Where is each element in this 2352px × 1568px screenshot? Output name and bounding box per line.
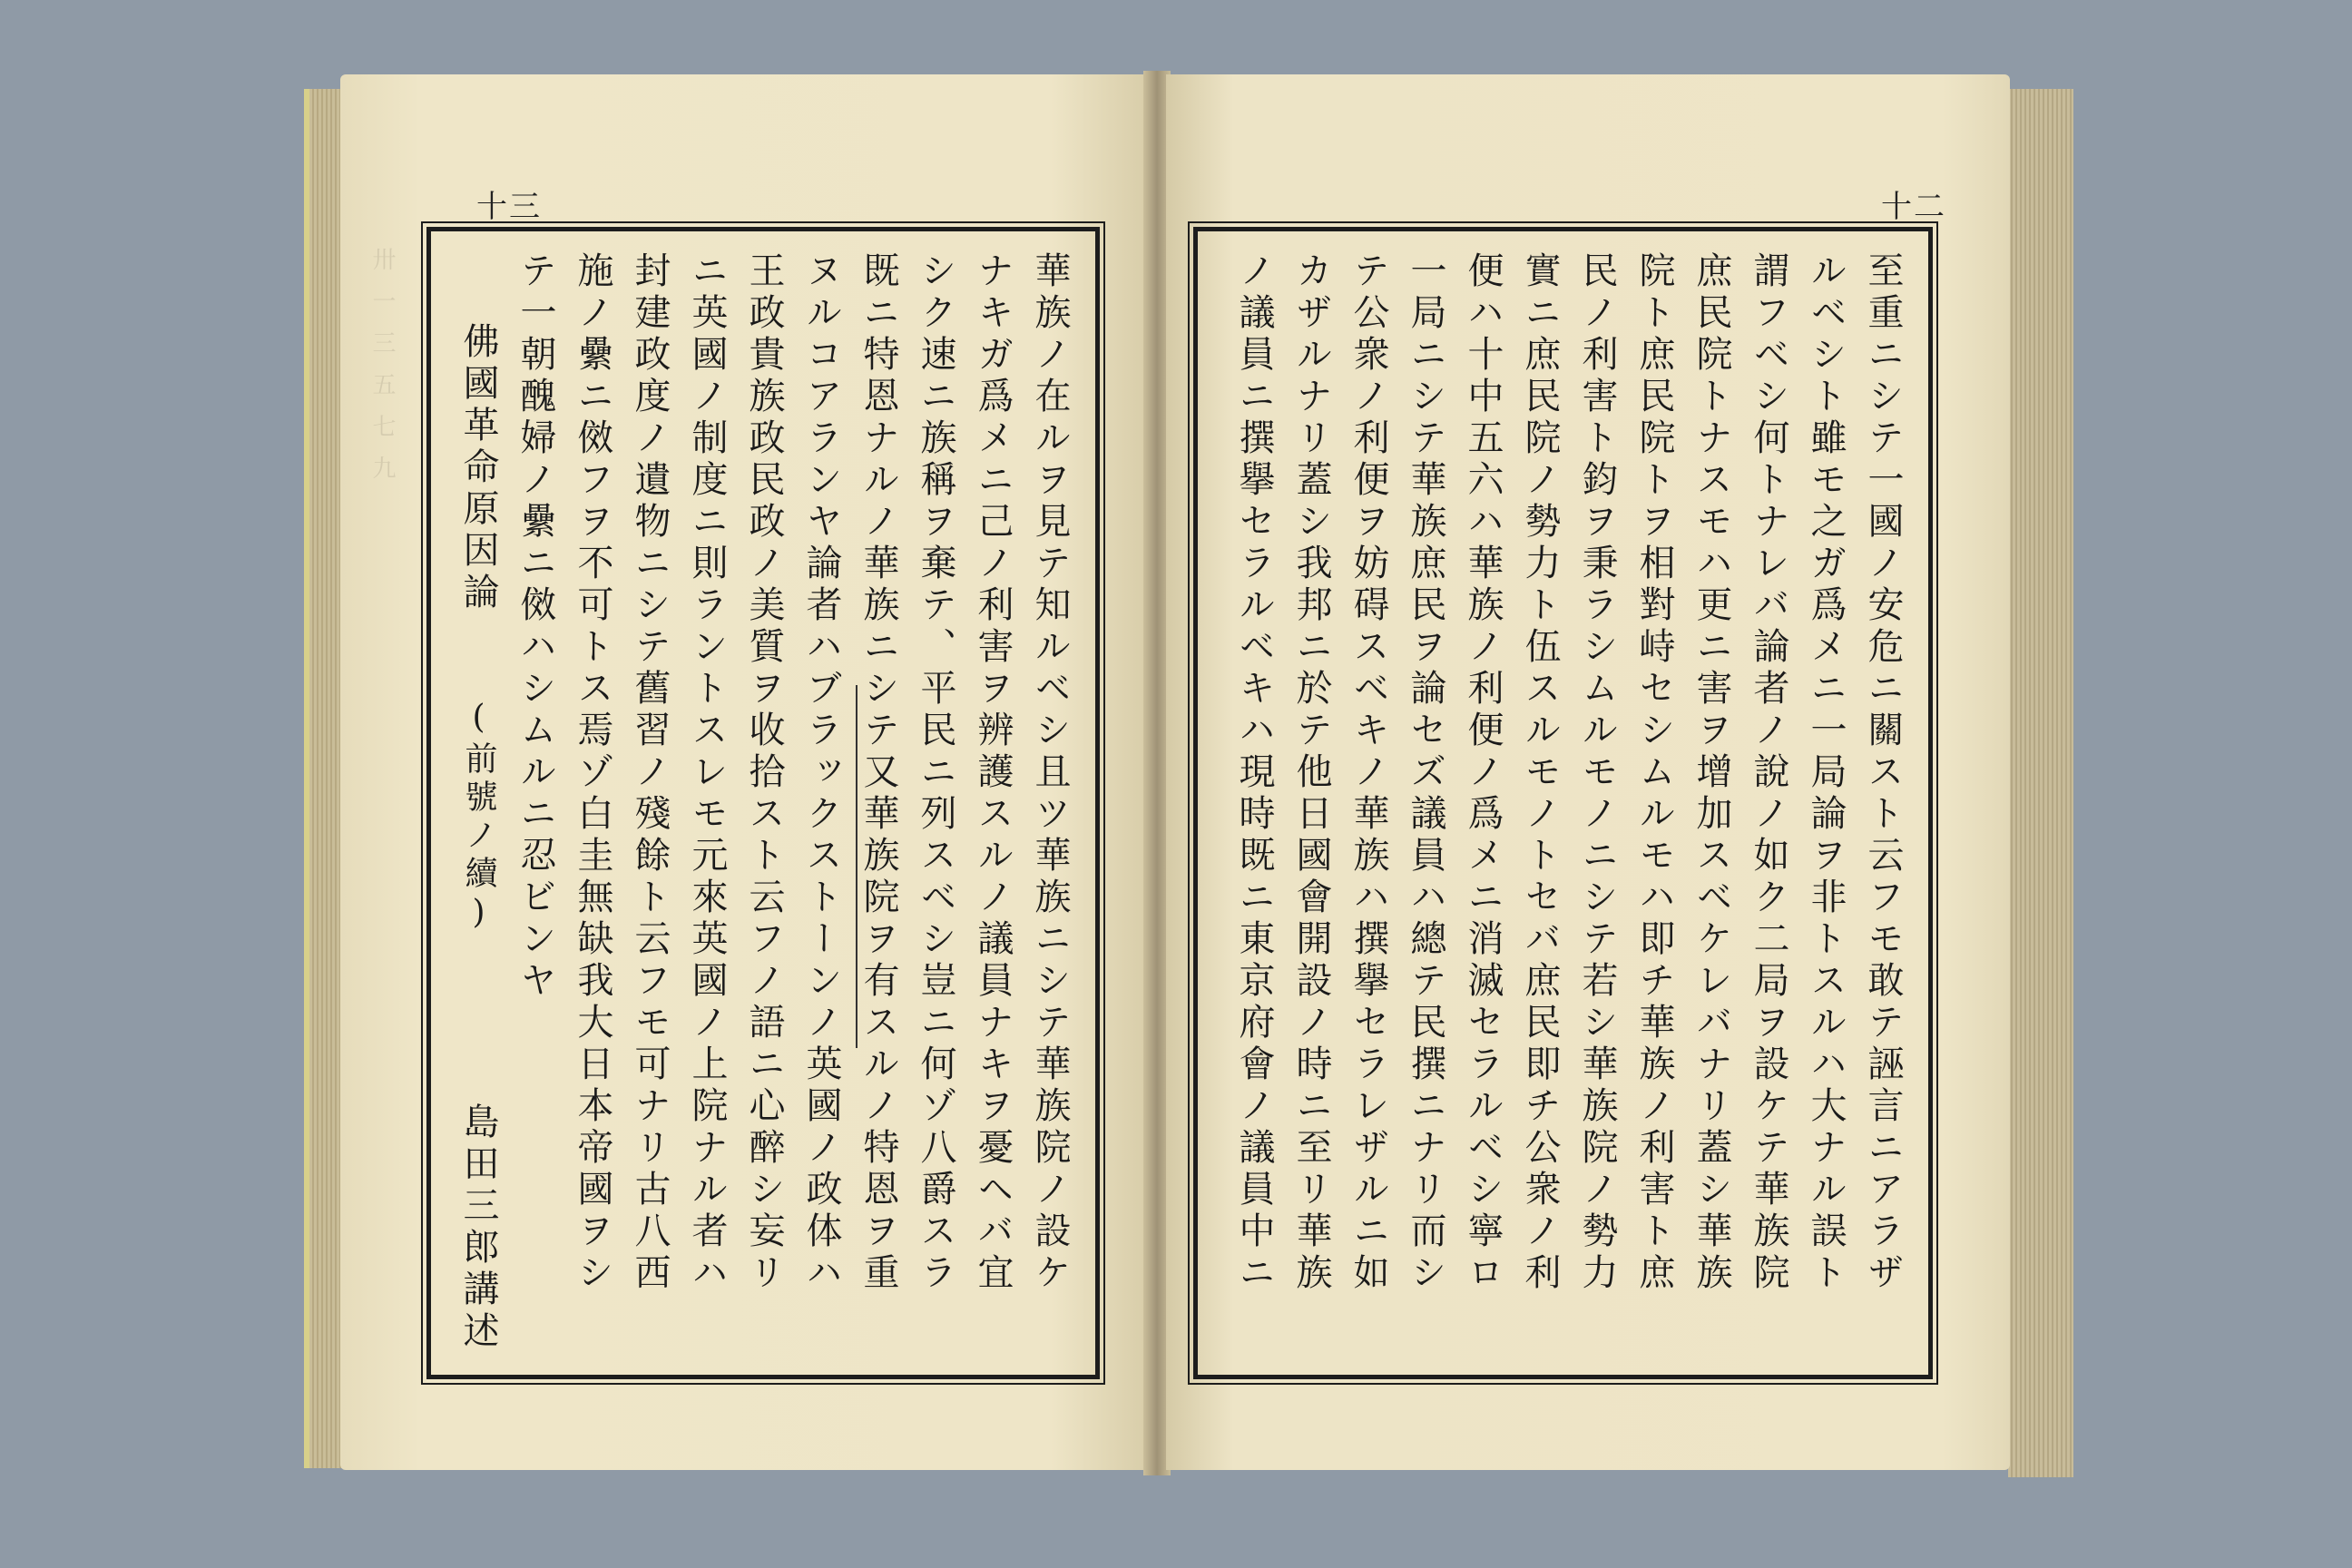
right-col-7: 實ニ庶民院ノ勢力ト伍スルモノトセバ庶民即チ公衆ノ利: [1519, 251, 1561, 1295]
article-author: 島田三郎講述: [457, 1102, 499, 1353]
right-col-4: 庶民院トナスモハ更ニ害ヲ增加スベケレバナリ蓋シ華族: [1690, 251, 1732, 1295]
article-title: 佛國革命原因論: [457, 322, 499, 614]
article-note: (前號ノ續): [460, 699, 497, 936]
right-col-12: ノ議員ニ撰擧セラルベキハ現時既ニ東京府會ノ議員中ニ: [1233, 251, 1275, 1295]
right-col-11: カザルナリ蓋シ我邦ニ於テ他日國會開設ノ時ニ至リ華族: [1290, 251, 1332, 1295]
left-col-4: 既ニ特恩ナルノ華族ニシテ又華族院ヲ有スルノ特恩ヲ重: [858, 251, 899, 1295]
left-col-8: 封建政度ノ遺物ニシテ舊習ノ殘餘ト云フモ可ナリ古八西: [629, 251, 671, 1295]
left-page: [340, 74, 1148, 1470]
right-col-8: 便ハ十中五六ハ華族ノ利便ノ爲メニ消滅セラルベシ寧ロ: [1462, 251, 1504, 1295]
left-col-5: ヌルコアランヤ論者ハブラックストーンノ英國ノ政体ハ: [800, 251, 842, 1295]
right-col-1: 至重ニシテ一國ノ安危ニ關スト云フモ敢テ誣言ニアラザ: [1862, 251, 1904, 1295]
left-col-9: 施ノ纍ニ傚フヲ不可トス焉ゾ白圭無缺我大日本帝國ヲシ: [572, 251, 613, 1295]
left-text-frame: [426, 227, 1100, 1379]
right-col-2: ルベシト雖モ之ガ爲メニ一局論ヲ非トスルハ大ナル誤ト: [1805, 251, 1847, 1295]
left-col-10: テ一朝醜婦ノ纍ニ傚ハシムルニ忍ビンヤ: [514, 251, 556, 1003]
left-col-7: ニ英國ノ制度ニ則ラントスレモ元來英國ノ上院ナル者ハ: [686, 251, 728, 1295]
left-col-1: 華族ノ在ルヲ見テ知ルベシ且ツ華族ニシテ華族院ノ設ケ: [1029, 251, 1071, 1295]
open-book: [304, 71, 2073, 1491]
right-text-frame: [1193, 227, 1933, 1379]
margin-rule: [856, 685, 858, 1048]
left-col-3: シク速ニ族稱ヲ棄テ、平民ニ列スベシ豈ニ何ゾ八爵スラ: [915, 251, 956, 1295]
right-page: [1166, 74, 2010, 1470]
left-col-6: 王政貴族政民政ノ美質ヲ收拾スト云フノ語ニ心醉シ妄リ: [743, 251, 785, 1295]
left-page-number: 十三: [476, 189, 542, 225]
right-col-10: テ公衆ノ利便ヲ妨碍スベキノ華族ハ撰擧セラレザルニ如: [1348, 251, 1389, 1295]
right-col-5: 院ト庶民院トヲ相對峙セシムルモハ即チ華族ノ利害ト庶: [1633, 251, 1675, 1295]
right-col-6: 民ノ利害ト鈞ヲ秉ラシムルモノニシテ若シ華族院ノ勢力: [1576, 251, 1618, 1295]
left-col-2: ナキガ爲メニ己ノ利害ヲ辨護スルノ議員ナキヲ憂ヘバ宜: [972, 251, 1014, 1295]
right-page-number: 十二: [1881, 189, 1946, 225]
page-edges-right: [2008, 89, 2073, 1477]
show-through-text: 卅一三五七九: [368, 247, 396, 497]
right-col-9: 一局ニシテ華族庶民ヲ論セズ議員ハ總テ民撰ニナリ而シ: [1405, 251, 1446, 1295]
right-col-3: 謂フベシ何トナレバ論者ノ說ノ如ク二局ヲ設ケテ華族院: [1748, 251, 1789, 1295]
